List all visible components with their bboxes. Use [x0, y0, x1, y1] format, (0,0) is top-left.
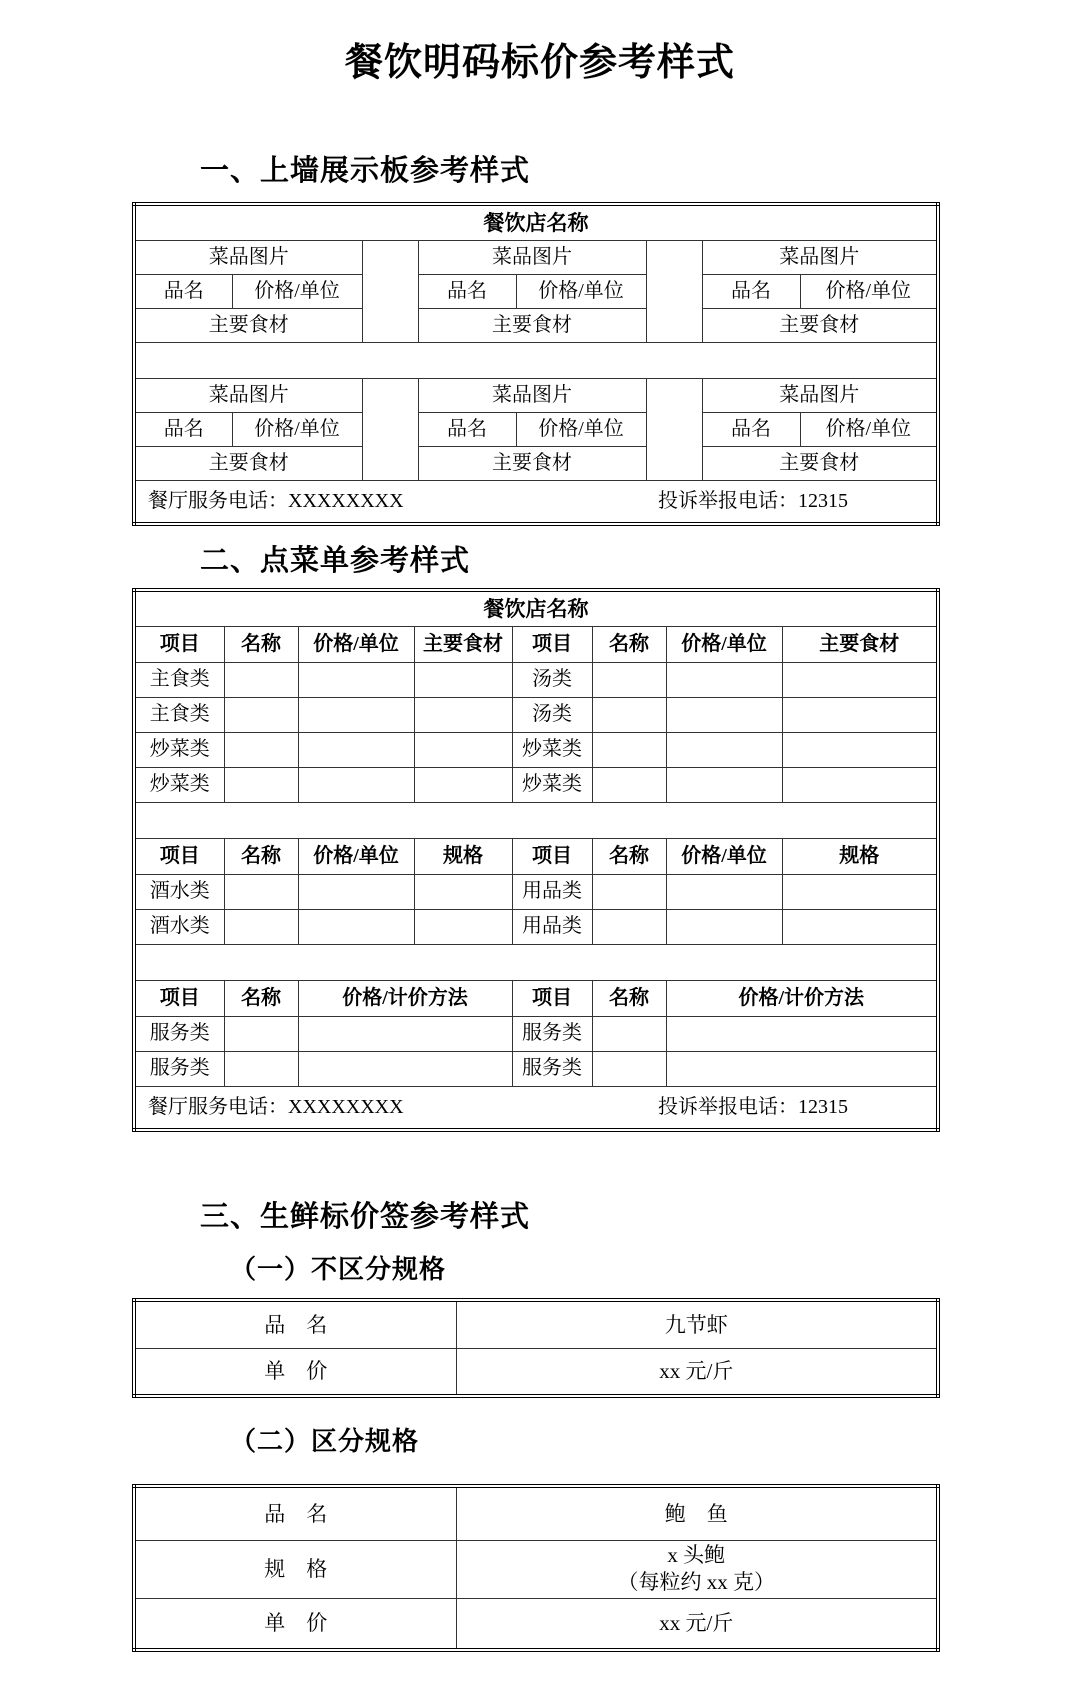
gap-cell: [646, 240, 702, 342]
main-ingredients-cell: 主要食材: [702, 308, 938, 342]
spacer-row: [134, 802, 938, 838]
menu-table: [132, 588, 940, 1132]
category-cell: 炒菜类: [512, 732, 592, 767]
menu-header-row-1: [134, 626, 938, 662]
header-cell: 价格/单位: [666, 626, 782, 662]
header-cell: 名称: [592, 626, 666, 662]
section-3-heading: 三、生鲜标价签参考样式: [200, 1199, 531, 1233]
dish-image-row: [134, 378, 938, 412]
main-ingredients-cell: 主要食材: [134, 446, 362, 480]
empty-cell: [592, 874, 666, 909]
category-cell: 炒菜类: [134, 767, 224, 802]
phone-row: [134, 480, 938, 524]
dish-name-cell: 品名: [134, 274, 232, 308]
header-cell: 主要食材: [414, 626, 512, 662]
empty-cell: [224, 662, 298, 697]
empty-cell: [592, 732, 666, 767]
empty-cell: [224, 874, 298, 909]
spec-line-2: （每粒约 xx 克）: [617, 1570, 775, 1594]
menu-row: [134, 662, 938, 697]
empty-cell: [414, 767, 512, 802]
label-cell: 单 价: [134, 1598, 456, 1650]
empty-cell: [298, 697, 414, 732]
document-content: [132, 152, 936, 1652]
label-cell: 规 格: [134, 1540, 456, 1598]
spacer-cell: [134, 342, 938, 378]
wall-board-table: [132, 202, 940, 526]
header-cell: 项目: [134, 626, 224, 662]
empty-cell: [592, 1051, 666, 1086]
menu-row: [134, 874, 938, 909]
header-cell: 名称: [224, 626, 298, 662]
value-cell: 鲍 鱼: [456, 1486, 938, 1540]
dish-name-cell: 品名: [418, 412, 516, 446]
empty-cell: [666, 662, 782, 697]
empty-cell: [666, 697, 782, 732]
menu-row: [134, 909, 938, 944]
fresh-row: [134, 1300, 938, 1348]
category-cell: 用品类: [512, 874, 592, 909]
dish-name-cell: 品名: [702, 274, 800, 308]
empty-cell: [414, 697, 512, 732]
empty-cell: [298, 662, 414, 697]
header-cell: 主要食材: [782, 626, 938, 662]
menu-header-row-2: [134, 838, 938, 874]
empty-cell: [224, 732, 298, 767]
header-cell: 名称: [224, 838, 298, 874]
header-cell: 名称: [224, 980, 298, 1016]
empty-cell: [782, 767, 938, 802]
spacer-row: [134, 342, 938, 378]
page-title: 餐饮明码标价参考样式: [344, 39, 735, 84]
category-cell: 主食类: [134, 697, 224, 732]
empty-cell: [414, 732, 512, 767]
empty-cell: [224, 1016, 298, 1051]
menu-row: [134, 732, 938, 767]
fresh-row: [134, 1486, 938, 1540]
header-cell: 项目: [512, 838, 592, 874]
empty-cell: [414, 662, 512, 697]
empty-cell: [666, 732, 782, 767]
dish-image-cell: 菜品图片: [134, 240, 362, 274]
dish-image-cell: 菜品图片: [418, 378, 646, 412]
empty-cell: [224, 767, 298, 802]
gap-cell: [646, 378, 702, 480]
empty-cell: [592, 767, 666, 802]
menu-row: [134, 697, 938, 732]
spacer-row: [134, 944, 938, 980]
phone-row: [134, 1086, 938, 1130]
dish-name-cell: 品名: [134, 412, 232, 446]
category-cell: 酒水类: [134, 874, 224, 909]
empty-cell: [782, 909, 938, 944]
store-name-row: [134, 204, 938, 240]
empty-cell: [666, 767, 782, 802]
subsection-1-heading: （一）不区分规格: [230, 1255, 447, 1285]
ingredients-row: [134, 308, 938, 342]
empty-cell: [782, 697, 938, 732]
empty-cell: [224, 909, 298, 944]
menu-row: [134, 1051, 938, 1086]
complaint-phone: 投诉举报电话：12315: [658, 489, 848, 512]
price-unit-cell: 价格/单位: [800, 274, 938, 308]
header-cell: 项目: [512, 980, 592, 1016]
label-cell: 品 名: [134, 1486, 456, 1540]
empty-cell: [782, 732, 938, 767]
store-name-cell: 餐饮店名称: [134, 590, 938, 626]
price-unit-cell: 价格/单位: [232, 412, 362, 446]
header-cell: 名称: [592, 838, 666, 874]
empty-cell: [298, 767, 414, 802]
main-ingredients-cell: 主要食材: [134, 308, 362, 342]
empty-cell: [666, 874, 782, 909]
service-phone: 餐厅服务电话：XXXXXXXX: [148, 1095, 404, 1118]
dish-name-price-row: [134, 412, 938, 446]
empty-cell: [224, 697, 298, 732]
header-cell: 规格: [782, 838, 938, 874]
price-unit-cell: 价格/单位: [232, 274, 362, 308]
menu-row: [134, 767, 938, 802]
empty-cell: [414, 909, 512, 944]
gap-cell: [362, 378, 418, 480]
empty-cell: [592, 662, 666, 697]
empty-cell: [666, 1051, 938, 1086]
subsection-2-heading: （二）区分规格: [230, 1427, 420, 1457]
value-cell: [456, 1540, 938, 1598]
category-cell: 汤类: [512, 662, 592, 697]
store-name-cell: 餐饮店名称: [134, 204, 938, 240]
header-cell: 规格: [414, 838, 512, 874]
empty-cell: [666, 909, 782, 944]
fresh-row: [134, 1598, 938, 1650]
dish-image-cell: 菜品图片: [702, 378, 938, 412]
price-unit-cell: 价格/单位: [516, 274, 646, 308]
empty-cell: [298, 1016, 512, 1051]
value-cell: xx 元/斤: [456, 1348, 938, 1396]
header-cell: 价格/计价方法: [298, 980, 512, 1016]
header-cell: 价格/单位: [298, 626, 414, 662]
empty-cell: [782, 874, 938, 909]
header-cell: 名称: [592, 980, 666, 1016]
empty-cell: [298, 1051, 512, 1086]
label-cell: 单 价: [134, 1348, 456, 1396]
header-cell: 价格/计价方法: [666, 980, 938, 1016]
empty-cell: [782, 662, 938, 697]
dish-image-cell: 菜品图片: [418, 240, 646, 274]
price-unit-cell: 价格/单位: [800, 412, 938, 446]
price-unit-cell: 价格/单位: [516, 412, 646, 446]
dish-image-cell: 菜品图片: [134, 378, 362, 412]
empty-cell: [298, 732, 414, 767]
fresh-row: [134, 1540, 938, 1598]
main-ingredients-cell: 主要食材: [418, 446, 646, 480]
header-cell: 项目: [512, 626, 592, 662]
category-cell: 服务类: [134, 1051, 224, 1086]
section-1-heading: 一、上墙展示板参考样式: [200, 153, 531, 187]
header-cell: 价格/单位: [298, 838, 414, 874]
fresh-tag-simple-table: [132, 1298, 940, 1398]
label-cell: 品 名: [134, 1300, 456, 1348]
gap-cell: [362, 240, 418, 342]
service-phone: 餐厅服务电话：XXXXXXXX: [148, 489, 404, 512]
fresh-row: [134, 1348, 938, 1396]
empty-cell: [592, 909, 666, 944]
empty-cell: [298, 874, 414, 909]
main-ingredients-cell: 主要食材: [418, 308, 646, 342]
header-cell: 价格/单位: [666, 838, 782, 874]
empty-cell: [414, 874, 512, 909]
dish-name-cell: 品名: [702, 412, 800, 446]
category-cell: 酒水类: [134, 909, 224, 944]
spacer-cell: [134, 802, 938, 838]
category-cell: 主食类: [134, 662, 224, 697]
category-cell: 炒菜类: [134, 732, 224, 767]
empty-cell: [224, 1051, 298, 1086]
dish-image-row: [134, 240, 938, 274]
menu-row: [134, 1016, 938, 1051]
empty-cell: [592, 1016, 666, 1051]
empty-cell: [298, 909, 414, 944]
empty-cell: [666, 1016, 938, 1051]
spec-line-1: x 头鲍: [667, 1542, 726, 1567]
category-cell: 用品类: [512, 909, 592, 944]
dish-name-price-row: [134, 274, 938, 308]
fresh-tag-spec-table: [132, 1484, 940, 1652]
header-cell: 项目: [134, 838, 224, 874]
spacer-cell: [134, 944, 938, 980]
category-cell: 汤类: [512, 697, 592, 732]
value-cell: 九节虾: [456, 1300, 938, 1348]
dish-image-cell: 菜品图片: [702, 240, 938, 274]
empty-cell: [592, 697, 666, 732]
complaint-phone: 投诉举报电话：12315: [658, 1095, 848, 1118]
category-cell: 服务类: [512, 1016, 592, 1051]
category-cell: 服务类: [134, 1016, 224, 1051]
store-name-row: [134, 590, 938, 626]
dish-name-cell: 品名: [418, 274, 516, 308]
category-cell: 炒菜类: [512, 767, 592, 802]
category-cell: 服务类: [512, 1051, 592, 1086]
main-ingredients-cell: 主要食材: [702, 446, 938, 480]
ingredients-row: [134, 446, 938, 480]
menu-header-row-3: [134, 980, 938, 1016]
value-cell: xx 元/斤: [456, 1598, 938, 1650]
header-cell: 项目: [134, 980, 224, 1016]
section-2-heading: 二、点菜单参考样式: [200, 543, 471, 577]
